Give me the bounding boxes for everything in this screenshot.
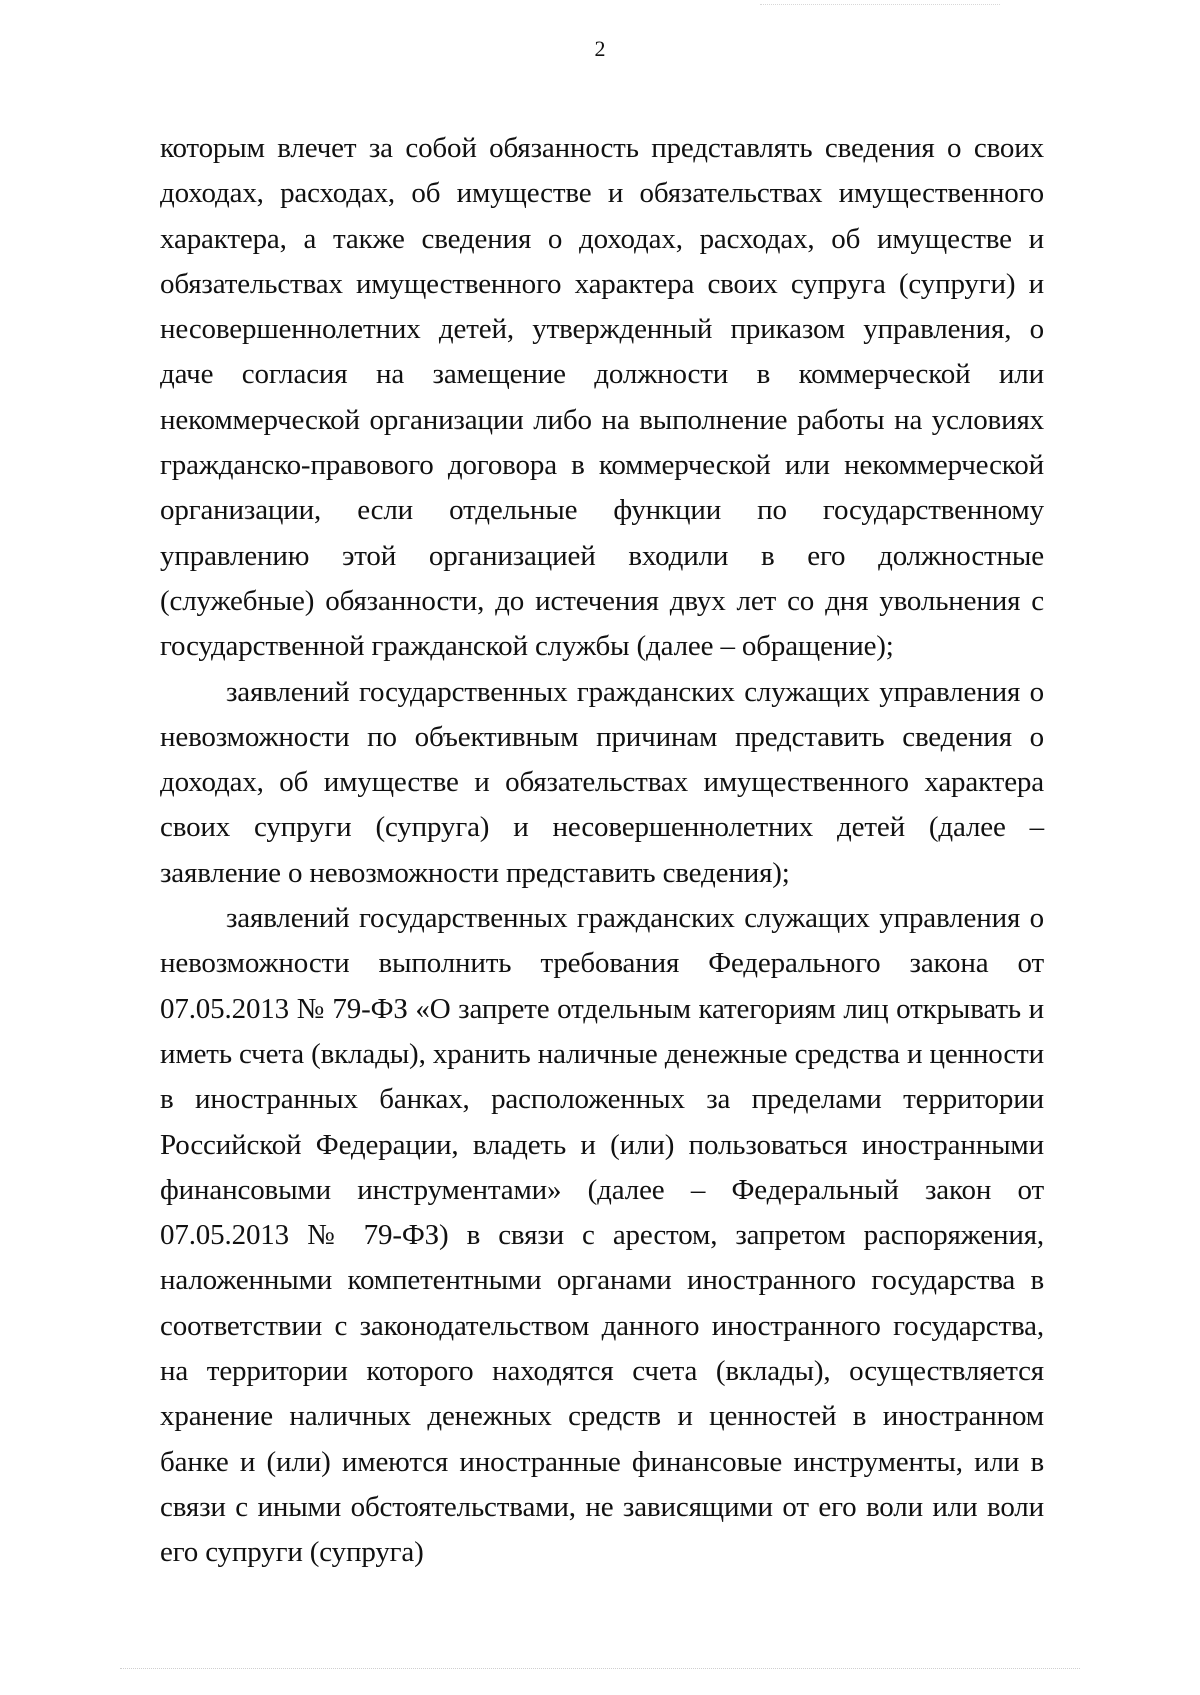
scan-edge-top bbox=[760, 4, 1000, 7]
document-body bbox=[160, 126, 1044, 1576]
paragraph-continued: которым влечет за собой обязанность представлять сведения о своих доходах, расходах, об имуществе и обязательствах имущественного характера, а также сведения о доходах, расходах, об имуществе и обязательствах имущественного характера своих супруга (супруги) и несовершеннолетних детей, утвержденный приказом управления, о даче согласия на замещение должности в коммерческой или некоммерческой организации либо на выполнение работы на условиях гражданско-правового договора в коммерческой или некоммерческой организации, если отдельные функции по государственному управлению этой организацией входили в его должностные (служебные) обязанности, до истечения двух лет со дня увольнения с государственной гражданской службы (далее – обращение); bbox=[160, 132, 1044, 663]
scan-edge-bottom bbox=[120, 1668, 1080, 1673]
page-number: 2 bbox=[594, 36, 606, 61]
paragraph-statement-impossibility-info: заявлений государственных гражданских служащих управления о невозможности по объективным причинам представить сведения о доходах, об имуществе и обязательствах имущественного характера своих супруги (супруга) и несовершеннолетних детей (далее – заявление о невозможности представить сведения); bbox=[160, 675, 1044, 889]
paragraph-statement-impossibility-law: заявлений государственных гражданских служащих управления о невозможности выполнить требования Федерального закона от 07.05.2013 № 79-ФЗ «О запрете отдельным категориям лиц открывать и иметь счета (вклады), хранить наличные денежные средства и ценности в иностранных банках, расположенных за пределами территории Российской Федерации, владеть и (или) пользоваться иностранными финансовыми инструментами» (далее – Федеральный закон от 07.05.2013 № 79-ФЗ) в связи с арестом, запретом распоряжения, наложенными компетентными органами иностранного государства в соответствии с законодательством данного иностранного государства, на территории которого находятся счета (вклады), осуществляется хранение наличных денежных средств и ценностей в иностранном банке и (или) имеются иностранные финансовые инструменты, или в связи с иными обстоятельствами, не зависящими от его воли или воли его супруги (супруга) bbox=[160, 902, 1044, 1569]
